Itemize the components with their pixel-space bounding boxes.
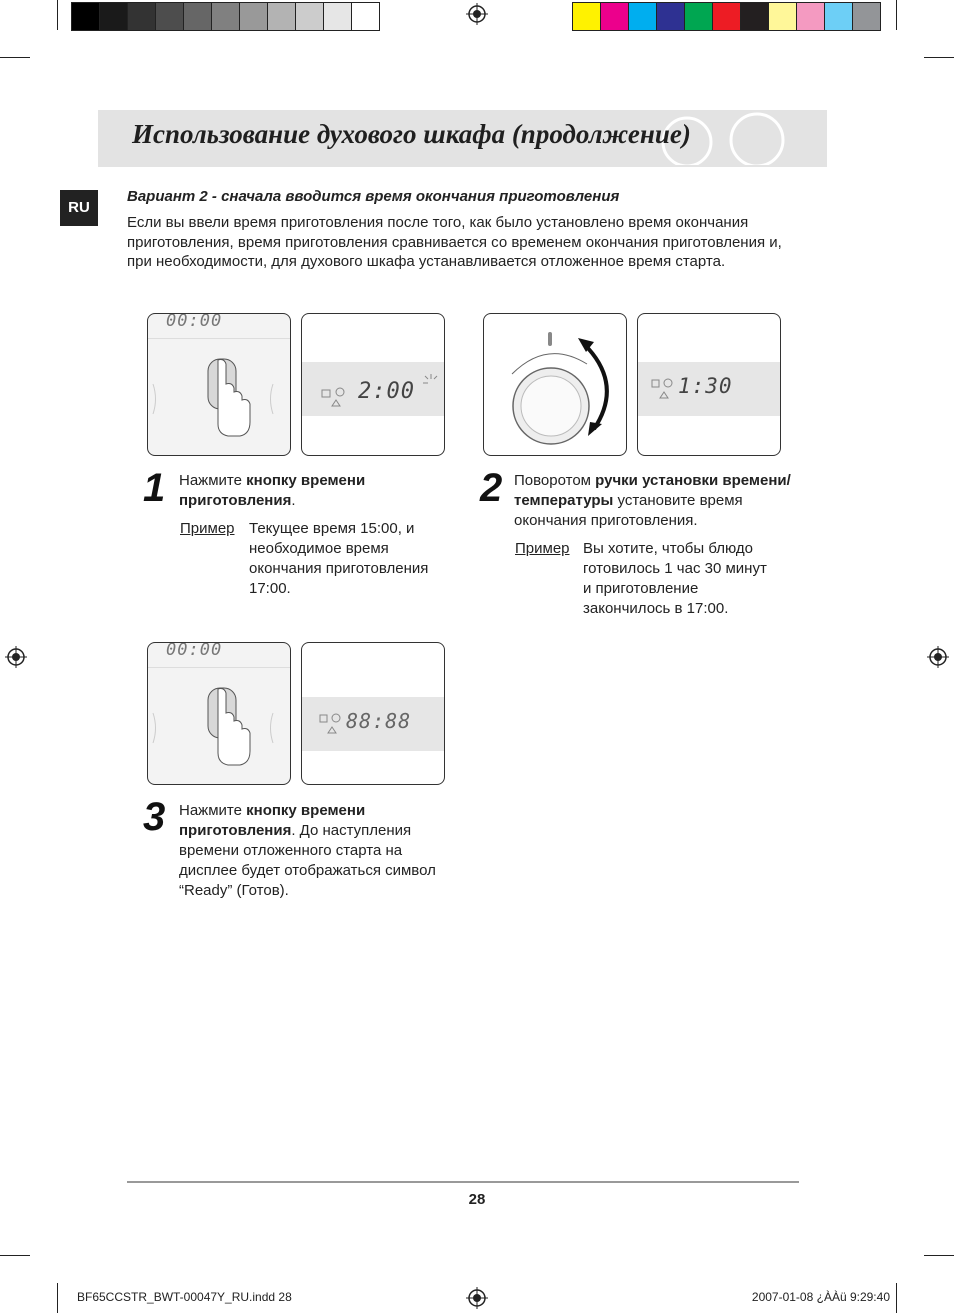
color-swatch <box>629 3 657 30</box>
example-text: Вы хотите, чтобы блюдо готовилось 1 час 30 минут и приготовление закончилось в 17:00. <box>583 540 767 617</box>
variant-heading: Вариант 2 - сначала вводится время окончания приготовления <box>127 188 620 205</box>
lock-icon <box>650 376 678 404</box>
crop-mark <box>0 1255 30 1256</box>
crop-mark <box>0 57 30 58</box>
display-closeup-image <box>637 313 781 456</box>
color-swatch <box>769 3 797 30</box>
color-swatch <box>212 3 240 30</box>
color-swatch <box>657 3 685 30</box>
color-swatch <box>268 3 296 30</box>
step-instruction: Нажмите кнопку времени приготовления. <box>179 472 366 509</box>
knob-turn-image <box>483 313 627 456</box>
control-panel-press-image <box>147 313 291 456</box>
color-swatch <box>713 3 741 30</box>
color-swatch <box>240 3 268 30</box>
crop-mark <box>924 57 954 58</box>
color-swatch <box>156 3 184 30</box>
hand-press-button-icon <box>148 683 290 784</box>
example-label: Пример <box>180 520 235 537</box>
lock-icon <box>318 711 346 739</box>
page-title: Использование духового шкафа (продолжение) <box>132 119 691 149</box>
crop-mark <box>57 1283 58 1313</box>
step-number: 2 <box>480 466 503 510</box>
page-number: 28 <box>468 1191 486 1208</box>
color-swatch <box>825 3 853 30</box>
hand-press-button-icon <box>148 354 290 455</box>
display-readout: 88:88 <box>346 709 412 733</box>
file-name: BF65CCSTR_BWT-00047Y_RU.indd 28 <box>77 1290 292 1304</box>
step-instruction: Поворотом ручки установки времени/температуры установите время окончания приготовления. <box>514 472 791 529</box>
step-number: 3 <box>143 795 166 839</box>
lock-icon <box>318 380 358 408</box>
step-instruction: Нажмите кнопку времени приготовления. До наступления времени отложенного старта на дисплее будет отображаться символ “Ready” (Готов). <box>179 802 436 899</box>
color-swatch <box>128 3 156 30</box>
color-swatch <box>352 3 379 30</box>
color-swatch <box>184 3 212 30</box>
registration-mark-icon <box>466 3 488 25</box>
crop-mark <box>57 0 58 30</box>
color-swatch <box>601 3 629 30</box>
example-text: Текущее время 15:00, и необходимое время окончания приготовления 17:00. <box>249 520 429 597</box>
color-swatch <box>72 3 100 30</box>
language-badge: RU <box>60 190 98 226</box>
section-header-band <box>98 110 827 167</box>
registration-mark-icon <box>927 646 949 668</box>
display-readout: 00:00 <box>166 313 223 331</box>
color-swatch <box>296 3 324 30</box>
color-swatch <box>685 3 713 30</box>
color-swatch <box>853 3 880 30</box>
display-readout: 00:00 <box>166 642 223 660</box>
registration-mark-icon <box>5 646 27 668</box>
step-number: 1 <box>143 466 166 510</box>
display-readout: 2:00 <box>358 379 415 404</box>
color-swatch <box>100 3 128 30</box>
crop-mark <box>896 1283 897 1313</box>
blink-indicator-icon <box>420 372 442 394</box>
grayscale-calibration-bar <box>71 2 380 31</box>
registration-mark-icon <box>466 1287 488 1309</box>
display-closeup-image <box>301 642 445 785</box>
control-panel-press-image <box>147 642 291 785</box>
color-swatch <box>797 3 825 30</box>
color-swatch <box>573 3 601 30</box>
color-calibration-bar <box>572 2 881 31</box>
time-temperature-knob-icon <box>484 314 626 455</box>
display-closeup-image <box>301 313 445 456</box>
crop-mark <box>924 1255 954 1256</box>
color-swatch <box>741 3 769 30</box>
color-swatch <box>324 3 352 30</box>
display-readout: 1:30 <box>678 374 733 398</box>
print-date: 2007-01-08 ¿ÀÀü 9:29:40 <box>751 1290 890 1304</box>
example-label: Пример <box>515 540 570 557</box>
crop-mark <box>896 0 897 30</box>
footer-rule <box>127 1181 799 1183</box>
intro-paragraph: Если вы ввели время приготовления после того, как было установлено время окончания приготовления, время приготовления сравнивается со временем окончания приготовления и, при необходимости, для духового шкафа устанавливается отложенное время старта. <box>127 214 782 270</box>
